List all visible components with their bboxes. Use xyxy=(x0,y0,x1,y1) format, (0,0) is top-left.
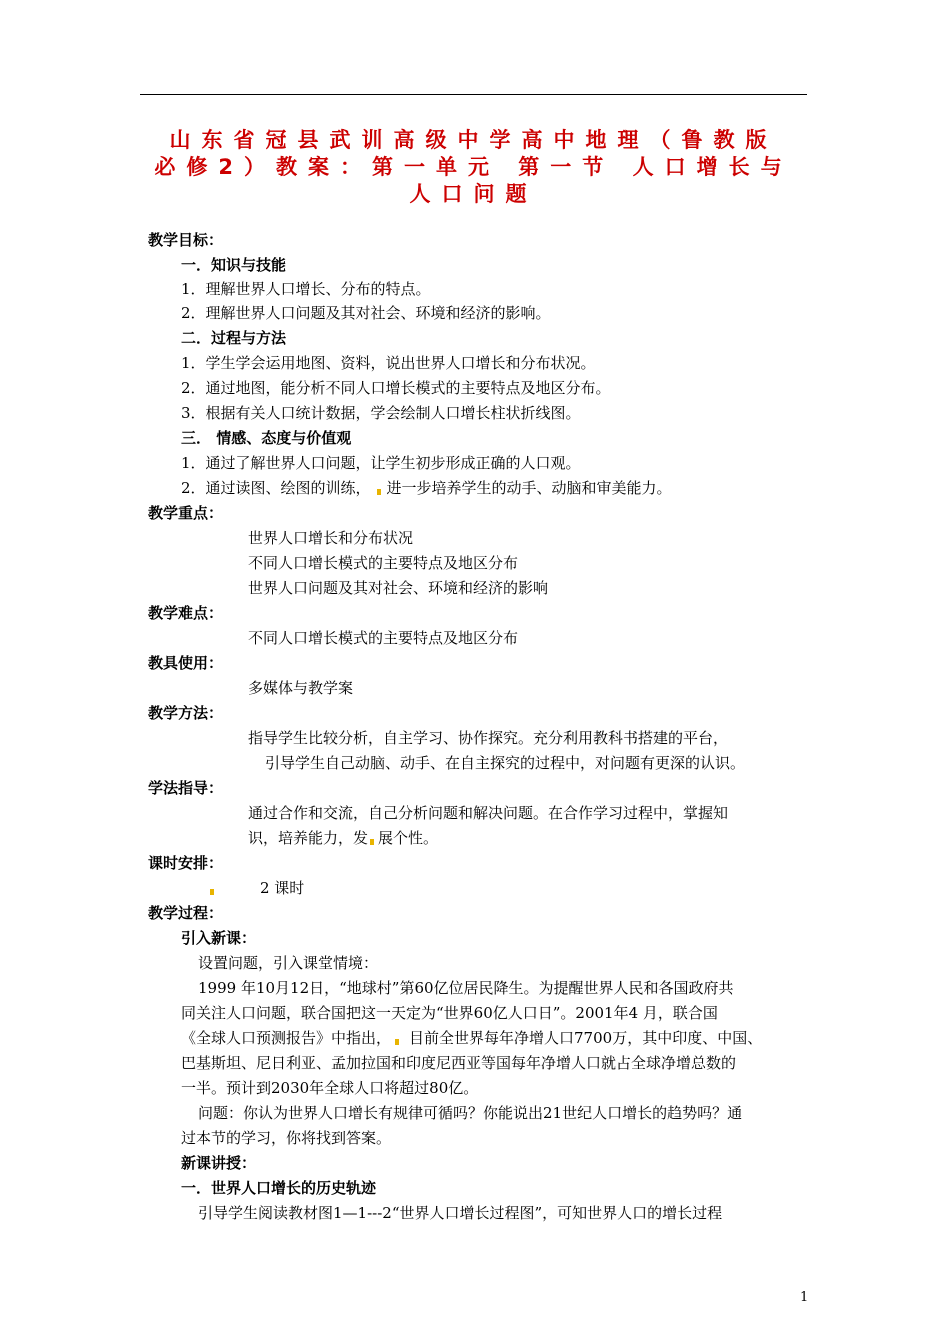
goals-s3-item: 2．通过读图、绘图的训练， 进一步培养学生的动手、动脑和审美能力。 xyxy=(181,479,672,497)
goals-s2-item: 1．学生学会运用地图、资料，说出世界人口增长和分布状况。 xyxy=(181,354,596,372)
doc-title-line2: 必修2）教案：第一单元 第一节 人口增长与 xyxy=(154,155,793,179)
goals-s1-item: 2．理解世界人口问题及其对社会、环境和经济的影响。 xyxy=(181,304,551,322)
method-line: 引导学生自己动脑、动手、在自主探究的过程中，对问题有更深的认识。 xyxy=(265,754,746,772)
doc-title-line1: 山东省冠县武训高级中学高中地理（鲁教版 xyxy=(169,128,778,152)
difficulty-heading: 教学难点： xyxy=(148,604,224,622)
intro-line: 设置问题，引入课堂情境： xyxy=(198,954,379,972)
focus-heading: 教学重点： xyxy=(148,504,224,522)
goals-s3-heading: 三． 情感、态度与价值观 xyxy=(181,429,352,447)
highlight-mark xyxy=(377,489,381,495)
new-lesson-heading: 新课讲授： xyxy=(181,1154,257,1172)
intro-line: 一半。预计到2030年全球人口将超过80亿。 xyxy=(181,1079,479,1097)
tools-item: 多媒体与教学案 xyxy=(248,679,354,697)
intro-heading: 引入新课： xyxy=(181,929,257,947)
section1-heading: 一．世界人口增长的历史轨迹 xyxy=(181,1179,377,1197)
tools-heading: 教具使用： xyxy=(148,654,224,672)
doc-title-line3: 人口问题 xyxy=(409,182,538,206)
goals-s2-item: 3．根据有关人口统计数据，学会绘制人口增长柱状折线图。 xyxy=(181,404,581,422)
hours-line: 2 课时 xyxy=(210,878,304,898)
intro-line: 过本节的学习，你将找到答案。 xyxy=(181,1129,392,1147)
goals-s3-item: 1．通过了解世界人口问题，让学生初步形成正确的人口观。 xyxy=(181,454,581,472)
hours-heading: 课时安排： xyxy=(148,854,224,872)
highlight-mark xyxy=(210,889,214,895)
method-heading: 教学方法： xyxy=(148,704,224,722)
study-line: 识，培养能力，发 展个性。 xyxy=(248,829,439,847)
focus-item: 不同人口增长模式的主要特点及地区分布 xyxy=(248,554,519,572)
goals-s2-heading: 二．过程与方法 xyxy=(181,329,287,347)
study-heading: 学法指导： xyxy=(148,779,224,797)
top-rule xyxy=(140,94,807,95)
goals-s1-item: 1．理解世界人口增长、分布的特点。 xyxy=(181,280,431,298)
intro-line: 《全球人口预测报告》中指出， 目前全世界每年净增人口7700万，其中印度、中国、 xyxy=(181,1029,763,1047)
process-heading: 教学过程： xyxy=(148,904,224,922)
highlight-mark xyxy=(395,1039,399,1045)
page-number: 1 xyxy=(800,1290,809,1305)
intro-line: 巴基斯坦、尼日利亚、孟加拉国和印度尼西亚等国每年净增人口就占全球净增总数的 xyxy=(181,1054,737,1072)
focus-item: 世界人口问题及其对社会、环境和经济的影响 xyxy=(248,579,549,597)
goals-s1-heading: 一．知识与技能 xyxy=(181,256,287,274)
intro-line: 问题：你认为世界人口增长有规律可循吗？你能说出21世纪人口增长的趋势吗？通 xyxy=(198,1104,743,1122)
highlight-mark xyxy=(370,839,374,845)
goals-heading: 教学目标： xyxy=(148,231,224,249)
focus-item: 世界人口增长和分布状况 xyxy=(248,529,414,547)
intro-line: 1999 年10月12日，“地球村”第60亿位居民降生。为提醒世界人民和各国政府共 xyxy=(198,979,734,997)
method-line: 指导学生比较分析，自主学习、协作探究。充分利用教科书搭建的平台， xyxy=(248,729,729,747)
goals-s2-item: 2．通过地图，能分析不同人口增长模式的主要特点及地区分布。 xyxy=(181,379,611,397)
study-line: 通过合作和交流，自己分析问题和解决问题。在合作学习过程中，掌握知 xyxy=(248,804,729,822)
section1-line: 引导学生阅读教材图1—1---2“世界人口增长过程图”，可知世界人口的增长过程 xyxy=(198,1204,723,1222)
difficulty-item: 不同人口增长模式的主要特点及地区分布 xyxy=(248,629,519,647)
intro-line: 同关注人口问题，联合国把这一天定为“世界60亿人口日”。2001年4 月，联合国 xyxy=(181,1004,718,1022)
